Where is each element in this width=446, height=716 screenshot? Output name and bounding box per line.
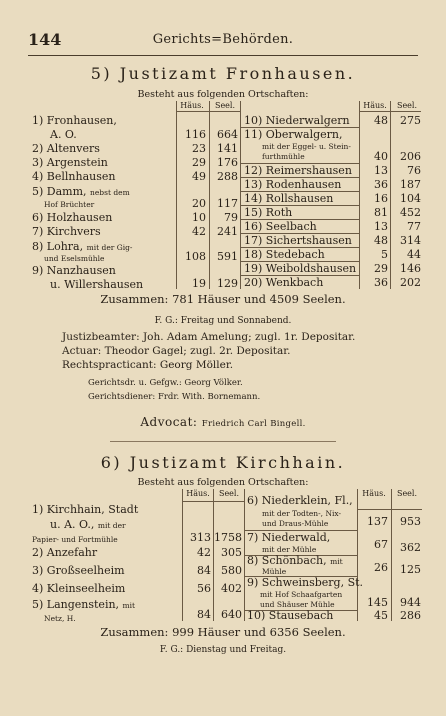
souls-value: 314 [400,234,421,247]
place-name: 14) Rollshausen [244,192,334,205]
place-name: 20) Wenkbach [244,276,324,289]
place-name: 13) Rodenhausen [244,178,342,191]
place-name-main: 8) Lohra, [32,240,84,253]
souls-value: 125 [400,563,421,576]
souls-value: 591 [217,250,238,263]
place-name-cont: und Eselsmühle [44,254,105,263]
place-name: 6) Holzhausen [32,211,113,224]
houses-value: 42 [197,546,211,559]
souls-value: 44 [407,248,421,261]
s6-left-col-souls: Seel. [218,489,240,498]
place-name-cont: mit Hof Schaafgarten [260,590,343,599]
place-name-main: 8) Schönbach, [247,554,327,567]
houses-value: 45 [374,609,388,622]
place-name-part: u. A. O., [50,518,95,531]
place-name: 3) Großseelheim [32,564,125,577]
section-5-subtitle: Besteht aus folgenden Ortschaften: [137,89,309,100]
rule [357,509,422,510]
official-practicant: Rechtspracticant: Georg Möller. [62,359,234,371]
place-name: 1) Fronhausen, [32,114,117,127]
souls-value: 79 [224,211,238,224]
houses-value: 67 [374,538,388,551]
s6-right-col-souls: Seel. [396,489,418,498]
houses-value: 26 [374,561,388,574]
official-bailiff: Gerichtsdr. u. Gefgw.: Georg Völker. [88,378,243,388]
place-name: 3) Argenstein [32,156,108,169]
section-6-total: Zusammen: 999 Häuser und 6356 Seelen. [100,625,346,639]
place-name-main: 5) Langenstein, [32,598,120,611]
s5-left-col-houses: Häus. [180,101,204,110]
s5-left-col-souls: Seel. [214,101,236,110]
souls-value: 288 [217,170,238,183]
place-name: 16) Seelbach [244,220,317,233]
section-divider [110,441,336,442]
place-name: 15) Roth [244,206,293,219]
place-name: 19) Weiboldshausen [244,262,357,275]
place-name [32,240,132,253]
houses-value: 42 [192,225,206,238]
place-name: 1) Kirchhain, Stadt [32,503,139,516]
header-rule [28,55,418,56]
place-name-cont: mit der Mühle [262,545,317,554]
souls-value: 275 [400,114,421,127]
s5-right-col-houses: Häus. [363,101,387,110]
houses-value: 81 [374,206,388,219]
place-name: 2) Anzefahr [32,546,98,559]
souls-value: 176 [217,156,238,169]
advocate-label: Advocat: [140,415,198,429]
houses-value: 13 [374,220,388,233]
souls-value: 580 [221,564,242,577]
houses-value: 108 [185,250,206,263]
place-name: 7) Niederwald, [247,531,331,544]
souls-value: 202 [400,276,421,289]
rule [359,111,421,112]
official-actuary: Actuar: Theodor Gagel; zugl. 2r. Depositar. [62,345,291,357]
place-name: 4) Kleinseelheim [32,582,126,595]
place-name-cont: mit der Todten-, Nix- [262,509,342,518]
place-name-cont: Hof Brüchter [44,200,95,209]
rule [182,501,244,502]
souls-value: 146 [400,262,421,275]
page-number: 144 [28,30,62,49]
section-5-total: Zusammen: 781 Häuser und 4509 Seelen. [100,292,346,306]
place-name-note: mit [330,557,343,566]
houses-value: 19 [192,277,206,290]
souls-value: 206 [400,150,421,163]
place-name-note: mit der [97,521,126,530]
souls-value: 77 [407,220,421,233]
place-name-note: nebst dem [90,188,130,197]
place-name [247,554,343,567]
s5-right-col-souls: Seel. [396,101,418,110]
houses-value: 20 [192,197,206,210]
souls-value: 129 [217,277,238,290]
souls-value: 305 [221,546,242,559]
houses-value: 29 [374,262,388,275]
place-name: 4) Bellnhausen [32,170,116,183]
place-name: 10) Stausebach [247,609,334,622]
souls-value: 104 [400,192,421,205]
souls-value: 241 [217,225,238,238]
place-name-cont: und Shäuser Mühle [260,600,335,609]
place-name: 6) Niederklein, Fl., [247,494,353,507]
place-name: 17) Sichertshausen [244,234,352,247]
souls-value: 953 [400,515,421,528]
souls-value: 117 [217,197,238,210]
rule [176,111,240,112]
place-name [32,185,130,198]
page-header [28,30,418,52]
place-name: 11) Oberwalgern, [244,128,343,141]
place-name-cont [50,518,126,531]
houses-value: 49 [192,170,206,183]
place-name: 7) Kirchvers [32,225,101,238]
souls-value: 286 [400,609,421,622]
place-name [32,598,135,611]
souls-value: 452 [400,206,421,219]
section-6-court-days: F. G.: Dienstag und Freitag. [159,645,287,655]
section-5-title: 5) Justizamt Fronhausen. [90,64,356,83]
place-name-cont: und Draus-Mühle [262,519,329,528]
place-name-cont: Netz, H. [44,614,76,623]
section-5-court-days: F. G.: Freitag und Sonnabend. [154,316,292,326]
advocate-name: Friedrich Carl Bingell. [201,419,306,429]
place-name: 12) Reimershausen [244,164,352,177]
place-name-main: 5) Damm, [32,185,87,198]
official-servant: Gerichtsdiener: Frdr. With. Bornemann. [88,392,261,402]
houses-value: 137 [367,515,388,528]
souls-value: 187 [400,178,421,191]
houses-value: 23 [192,142,206,155]
houses-value: 40 [374,150,388,163]
souls-value: 141 [217,142,238,155]
souls-value: 1758 [214,531,242,544]
section-6-subtitle: Besteht aus folgenden Ortschaften: [137,477,309,488]
houses-value: 84 [197,608,211,621]
houses-value: 36 [374,178,388,191]
official-judge: Justizbeamter: Joh. Adam Amelung; zugl. 1r. Depositar. [62,331,356,343]
houses-value: 48 [374,234,388,247]
souls-value: 640 [221,608,242,621]
s6-left-col-houses: Häus. [186,489,210,498]
souls-value: 362 [400,541,421,554]
place-name: 9) Nanzhausen [32,264,116,277]
advocate-line [28,415,418,429]
houses-value: 145 [367,596,388,609]
souls-value: 944 [400,596,421,609]
houses-value: 13 [374,164,388,177]
place-name-cont: u. Willershausen [50,278,144,291]
houses-value: 84 [197,564,211,577]
houses-value: 36 [374,276,388,289]
houses-value: 16 [374,192,388,205]
place-name-cont: Papier- und Fortmühle [32,535,118,544]
place-name-note: mit der Gig- [86,243,133,252]
running-head: Gerichts=Behörden. [152,32,294,47]
place-name: 9) Schweinsberg, St. [247,576,364,589]
place-name-cont: A. O. [50,128,77,141]
houses-value: 313 [190,531,211,544]
houses-value: 5 [381,248,388,261]
houses-value: 10 [192,211,206,224]
place-name: 10) Niederwalgern [244,114,350,127]
place-name-cont: furthmühle [262,152,305,161]
souls-value: 76 [407,164,421,177]
place-name: 2) Altenvers [32,142,100,155]
place-name-cont: Mühle [262,567,287,576]
souls-value: 664 [217,128,238,141]
houses-value: 116 [185,128,206,141]
section-6-title: 6) Justizamt Kirchhain. [100,453,346,472]
houses-value: 56 [197,582,211,595]
place-name: 18) Stedebach [244,248,325,261]
houses-value: 29 [192,156,206,169]
place-name-cont: mit der Eggel- u. Stein- [262,142,351,151]
s6-right-col-houses: Häus. [362,489,386,498]
place-name-note: mit [122,601,136,610]
souls-value: 402 [221,582,242,595]
houses-value: 48 [374,114,388,127]
